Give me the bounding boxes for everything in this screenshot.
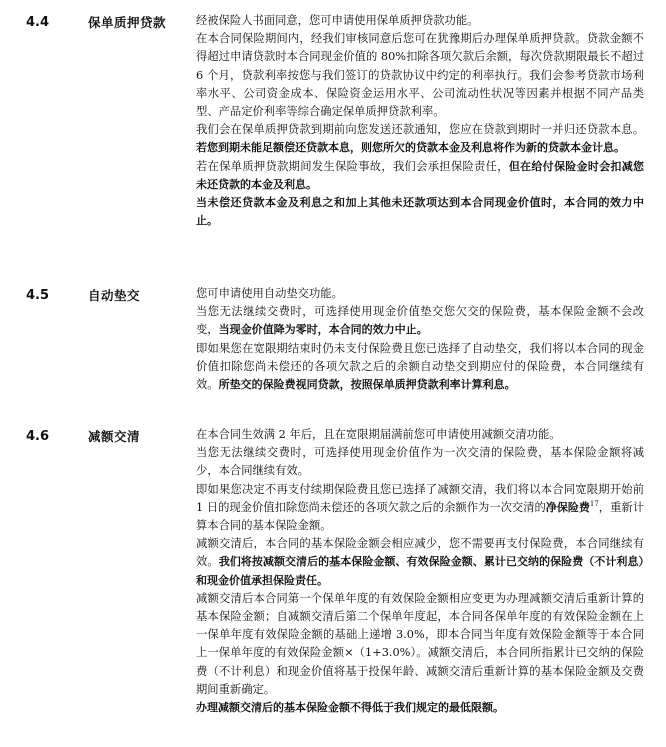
paragraph	[196, 340, 644, 395]
clause-number: 4.6	[26, 429, 50, 444]
paragraph	[196, 121, 644, 157]
paragraph	[196, 158, 644, 194]
text-run: 即如果您在宽限期结束时仍未支付保险费且您已选择了自动垫交，我们将以本合同的现金价值扣除您尚未偿还的各项欠款之后的余额自动垫交到期应付的保险费，本合同继续有效。	[196, 341, 644, 392]
bold-text-run: 办理减额交清后的基本保险金额不得低于我们规定的最低限额。	[196, 701, 504, 715]
paragraph	[196, 590, 644, 699]
paragraph	[196, 481, 644, 536]
text-run: 即如果您决定不再支付续期保险费且您已选择了减额交清，我们将以本合同宽限期开始前 1 日的现金价值扣除您尚未偿还的各项欠款之后的余额作为一次交清的	[196, 482, 644, 514]
bold-text-run: 但在给付保险金时会扣减您未还贷款的本金及利息。	[196, 159, 644, 191]
paragraph	[196, 30, 644, 121]
text-run: 减额交清后，本合同的基本保险金额会相应减少，您不需要再支付保险费，本合同继续有效。	[196, 537, 644, 569]
clause-number: 4.4	[26, 15, 50, 30]
paragraph	[196, 12, 644, 30]
clause-heading: 自动垫交	[88, 288, 141, 303]
paragraph	[196, 303, 644, 339]
bold-text-run: 若您到期未能足额偿还贷款本息，则您所欠的贷款本金及利息将作为新的贷款本金计息。	[196, 141, 625, 155]
text-run: 当您无法继续交费时，可选择使用现金价值作为一次交清的保险费，基本保险金额将减少，本合同继续有效。	[196, 446, 644, 478]
paragraph	[196, 194, 644, 230]
paragraph	[196, 285, 644, 303]
clause-number: 4.5	[26, 288, 50, 303]
text-run: 减额交清后本合同第一个保单年度的有效保险金额相应变更为办理减额交清后重新计算的基本保险金额；自减额交清后第二个保单年度起，本合同各保单年度的有效保险金额在上一保单年度有效保险金额的基础上递增 3.0%，即本合同当年度有效保险金额等于本合同上一保单年度的有效保险金额×（1+3.0%）。减额交清后，本合同所指累计已交纳的保险费（不计利息）和现金价值将基于投保年龄、减额交清后重新计算的基本保险金额及交费期间重新确定。	[196, 591, 644, 696]
paragraph	[196, 444, 644, 480]
clause-body	[196, 426, 644, 717]
text-run: 当您无法继续交费时，可选择使用现金价值垫交您欠交的保险费，基本保险金额不会改变，	[196, 305, 644, 337]
clause-heading: 减额交清	[88, 429, 141, 444]
footnote-marker: 17	[589, 500, 599, 509]
bold-text-run: 我们将按减额交清后的基本保险金额、有效保险金额、累计已交纳的保险费（不计利息）和现金价值承担保险责任。	[196, 555, 644, 587]
bold-text-run: 当现金价值降为零时，本合同的效力中止。	[218, 323, 428, 337]
text-run: 经被保险人书面同意，您可申请使用保单质押贷款功能。	[196, 14, 479, 27]
clause-body	[196, 285, 644, 394]
text-run: 若在保单质押贷款期间发生保险事故，我们会承担保险责任，	[196, 159, 509, 173]
bold-text-run: 所垫交的保险费视同贷款，按照保单质押贷款利率计算利息。	[218, 378, 516, 392]
paragraph	[196, 699, 644, 717]
text-run: 在本合同生效满 2 年后，且在宽限期届满前您可申请使用减额交清功能。	[196, 428, 561, 441]
clause-heading: 保单质押贷款	[88, 15, 167, 30]
bold-text-run: 当未偿还贷款本金及利息之和加上其他未还款项达到本合同现金价值时，本合同的效力中止。	[196, 196, 644, 228]
paragraph	[196, 535, 644, 590]
text-run: 您可申请使用自动垫交功能。	[196, 287, 343, 300]
text-run: 我们会在保单质押贷款到期前向您发送还款通知，您应在贷款到期时一并归还贷款本息。	[196, 123, 644, 137]
bold-text-run: 净保险费	[545, 500, 590, 514]
paragraph	[196, 426, 644, 444]
text-run: 在本合同保险期间内，经我们审核同意后您可在犹豫期后办理保单质押贷款。贷款金额不得超过申请贷款时本合同现金价值的 80%扣除各项欠款后余额，每次贷款期限最长不超过 6 个月，贷款利率按您与我们签订的贷款协议中约定的利率执行。我们会参考贷款市场利率水平、公司资金成本、保险资金运用水平、公司流动性状况等因素并根据不同产品类型、产品定价利率等综合确定保单质押贷款利率。	[196, 32, 644, 119]
clause-body	[196, 12, 644, 230]
text-run: ，重新计算本合同的基本保险金额。	[196, 500, 644, 533]
